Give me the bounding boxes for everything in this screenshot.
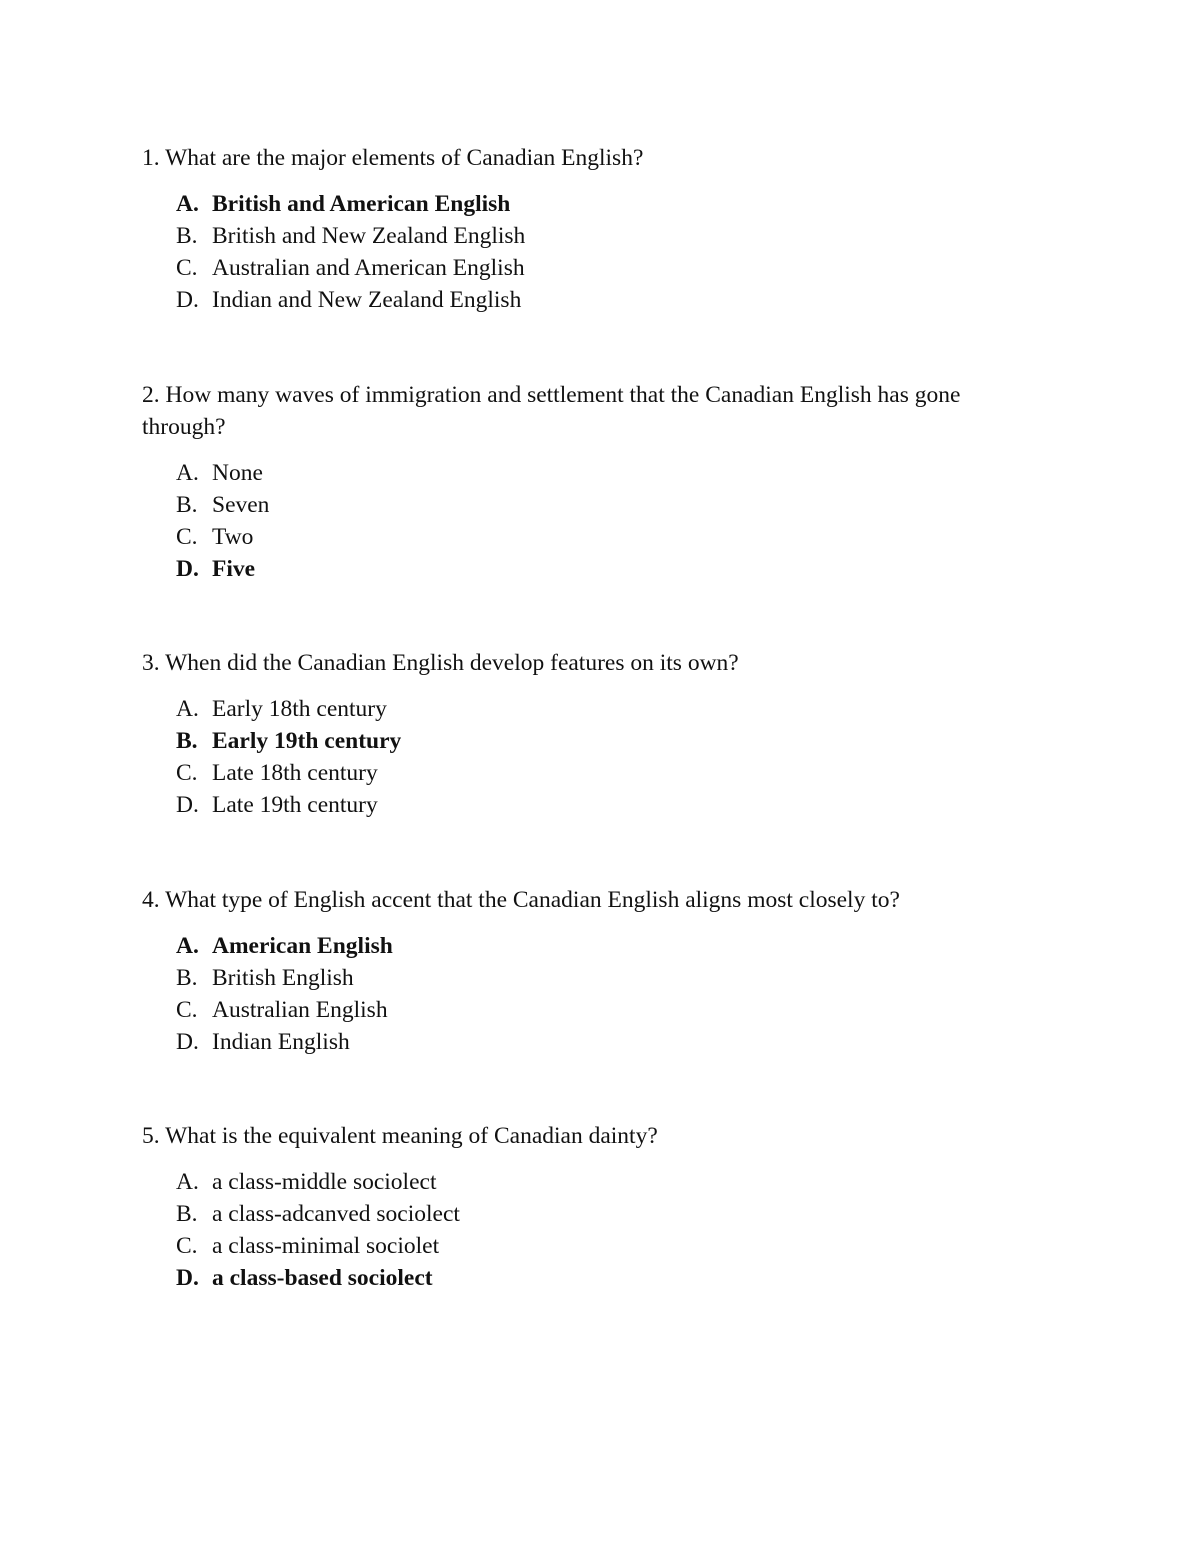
option-c: [142, 994, 1042, 1026]
option-letter: D.: [176, 287, 199, 313]
question-prompt: What type of English accent that the Canadian English aligns most closely to?: [165, 887, 900, 913]
option-text: a class-adcanved sociolect: [212, 1201, 460, 1227]
option-text: a class-minimal sociolet: [212, 1233, 440, 1259]
question-number: 2.: [142, 382, 160, 408]
option-d: [142, 553, 1042, 585]
option-letter: C.: [176, 524, 198, 550]
question-text: [142, 884, 1042, 916]
option-letter: B.: [176, 965, 198, 991]
option-letter: C.: [176, 255, 198, 281]
option-a: [142, 1166, 1042, 1198]
option-c: [142, 252, 1042, 284]
question-3: [142, 647, 1042, 821]
option-text: Late 18th century: [212, 760, 378, 786]
question-prompt: What are the major elements of Canadian English?: [165, 145, 644, 171]
option-d: [142, 1026, 1042, 1058]
option-a: [142, 930, 1042, 962]
option-text: None: [212, 460, 263, 486]
option-text: Australian and American English: [212, 255, 525, 281]
option-text: Indian and New Zealand English: [212, 287, 522, 313]
question-4: [142, 884, 1042, 1058]
option-c: [142, 757, 1042, 789]
question-2: [142, 379, 1042, 585]
question-text: [142, 379, 1042, 443]
option-text: Seven: [212, 492, 270, 518]
option-text: Indian English: [212, 1029, 350, 1055]
option-list: [142, 1166, 1042, 1294]
option-text: Five: [212, 556, 256, 582]
question-prompt: What is the equivalent meaning of Canadian dainty?: [165, 1123, 658, 1149]
option-letter: B.: [176, 1201, 198, 1227]
question-text: [142, 142, 1042, 174]
option-letter: A.: [176, 1169, 199, 1195]
option-b: [142, 725, 1042, 757]
option-text: Late 19th century: [212, 792, 378, 818]
option-letter: A.: [176, 191, 199, 217]
option-text: British English: [212, 965, 354, 991]
option-letter: B.: [176, 223, 198, 249]
option-text: British and American English: [212, 191, 511, 217]
option-text: a class-middle sociolect: [212, 1169, 437, 1195]
option-letter: D.: [176, 792, 199, 818]
option-list: [142, 930, 1042, 1058]
option-list: [142, 457, 1042, 585]
option-b: [142, 220, 1042, 252]
question-number: 5.: [142, 1123, 160, 1149]
question-number: 1.: [142, 145, 160, 171]
option-letter: D.: [176, 1265, 199, 1291]
option-text: a class-based sociolect: [212, 1265, 433, 1291]
question-prompt: How many waves of immigration and settlement that the Canadian English has gone through?: [142, 382, 961, 440]
option-text: British and New Zealand English: [212, 223, 526, 249]
option-letter: A.: [176, 933, 199, 959]
option-letter: D.: [176, 1029, 199, 1055]
question-1: [142, 142, 1042, 316]
option-letter: C.: [176, 997, 198, 1023]
question-text: [142, 1120, 1042, 1152]
question-number: 4.: [142, 887, 160, 913]
option-text: Two: [212, 524, 254, 550]
option-b: [142, 962, 1042, 994]
option-list: [142, 188, 1042, 316]
option-letter: B.: [176, 728, 198, 754]
option-d: [142, 1262, 1042, 1294]
option-a: [142, 188, 1042, 220]
question-prompt: When did the Canadian English develop features on its own?: [165, 650, 739, 676]
question-number: 3.: [142, 650, 160, 676]
option-a: [142, 693, 1042, 725]
option-b: [142, 489, 1042, 521]
option-text: American English: [212, 933, 393, 959]
option-b: [142, 1198, 1042, 1230]
option-c: [142, 1230, 1042, 1262]
option-letter: A.: [176, 696, 199, 722]
question-text: [142, 647, 1042, 679]
option-text: Early 19th century: [212, 728, 402, 754]
option-text: Early 18th century: [212, 696, 387, 722]
option-letter: B.: [176, 492, 198, 518]
question-5: [142, 1120, 1042, 1294]
option-text: Australian English: [212, 997, 388, 1023]
option-c: [142, 521, 1042, 553]
option-letter: C.: [176, 1233, 198, 1259]
option-list: [142, 693, 1042, 821]
option-letter: A.: [176, 460, 199, 486]
option-d: [142, 284, 1042, 316]
option-a: [142, 457, 1042, 489]
option-letter: D.: [176, 556, 199, 582]
option-d: [142, 789, 1042, 821]
option-letter: C.: [176, 760, 198, 786]
